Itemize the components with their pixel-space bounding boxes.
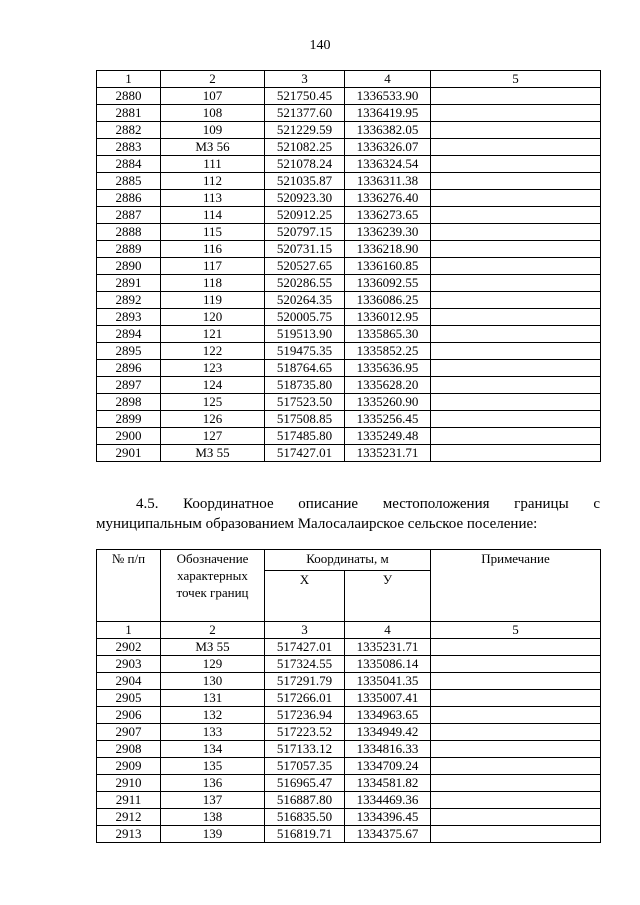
table-cell: 1336326.07	[345, 139, 431, 156]
table-cell: 133	[161, 724, 265, 741]
table-row	[97, 343, 601, 360]
table-cell: 2910	[97, 775, 161, 792]
table-cell	[431, 445, 601, 462]
column-number: 2	[161, 71, 265, 88]
table-cell: 1335636.95	[345, 360, 431, 377]
section-heading-line2: муниципальным образованием Малосалаирское сельское поселение:	[96, 516, 538, 532]
table-cell: 129	[161, 656, 265, 673]
column-number: 3	[265, 71, 345, 88]
table-cell: 123	[161, 360, 265, 377]
table-cell: 518735.80	[265, 377, 345, 394]
table-cell: 1334949.42	[345, 724, 431, 741]
header-y: У	[345, 571, 431, 622]
table-cell: 517523.50	[265, 394, 345, 411]
table-cell: 1335260.90	[345, 394, 431, 411]
table-cell: 2907	[97, 724, 161, 741]
table-cell: 520005.75	[265, 309, 345, 326]
table-row	[97, 428, 601, 445]
table-cell: 520731.15	[265, 241, 345, 258]
table-cell: 517223.52	[265, 724, 345, 741]
table-cell: 1334963.65	[345, 707, 431, 724]
table-cell: 130	[161, 673, 265, 690]
table-row	[97, 673, 601, 690]
table-cell	[431, 275, 601, 292]
table-cell	[431, 690, 601, 707]
table-row	[97, 792, 601, 809]
table-cell: 517427.01	[265, 445, 345, 462]
table-cell: 1335086.14	[345, 656, 431, 673]
table-cell	[431, 673, 601, 690]
table-cell	[431, 741, 601, 758]
table-cell: 521035.87	[265, 173, 345, 190]
table-cell: 1336092.55	[345, 275, 431, 292]
table-cell: 520527.65	[265, 258, 345, 275]
table-row	[97, 207, 601, 224]
table-cell: 1334816.33	[345, 741, 431, 758]
column-number: 5	[431, 71, 601, 88]
table-cell: 1336273.65	[345, 207, 431, 224]
table-row	[97, 639, 601, 656]
table-cell: МЗ 55	[161, 445, 265, 462]
table-cell: 118	[161, 275, 265, 292]
column-number: 5	[431, 622, 601, 639]
table-row	[97, 690, 601, 707]
table-cell: 521078.24	[265, 156, 345, 173]
table-cell: 2880	[97, 88, 161, 105]
header-coordinates: Координаты, м	[265, 550, 431, 571]
table-row	[97, 88, 601, 105]
table-cell: 517427.01	[265, 639, 345, 656]
table-row	[97, 224, 601, 241]
column-number-row	[97, 71, 601, 88]
table-row	[97, 445, 601, 462]
table-cell: 2904	[97, 673, 161, 690]
table-cell: 516887.80	[265, 792, 345, 809]
section-number: 4.5.	[136, 496, 159, 512]
table-cell: 2903	[97, 656, 161, 673]
table-cell: 2908	[97, 741, 161, 758]
table-cell: 1336533.90	[345, 88, 431, 105]
table-cell: 2897	[97, 377, 161, 394]
table-cell: 2891	[97, 275, 161, 292]
table-cell: 1335231.71	[345, 639, 431, 656]
table-cell: 520923.30	[265, 190, 345, 207]
table-cell: 2894	[97, 326, 161, 343]
table-row	[97, 173, 601, 190]
table-cell: 119	[161, 292, 265, 309]
heading-word: местоположения	[382, 496, 490, 512]
table-cell: 517324.55	[265, 656, 345, 673]
table-cell: 120	[161, 309, 265, 326]
table-cell: 1336012.95	[345, 309, 431, 326]
table-cell: 1334396.45	[345, 809, 431, 826]
table-cell: 116	[161, 241, 265, 258]
table-cell: 518764.65	[265, 360, 345, 377]
table-cell: 139	[161, 826, 265, 843]
table-cell: 1335007.41	[345, 690, 431, 707]
table-cell: 519513.90	[265, 326, 345, 343]
table-row	[97, 122, 601, 139]
table-row	[97, 326, 601, 343]
table-cell: 517133.12	[265, 741, 345, 758]
table-cell: 1334375.67	[345, 826, 431, 843]
table-cell: 117	[161, 258, 265, 275]
table-row	[97, 724, 601, 741]
table-cell: 520912.25	[265, 207, 345, 224]
table-cell: 138	[161, 809, 265, 826]
table-cell: 2883	[97, 139, 161, 156]
table-row	[97, 656, 601, 673]
coordinates-table-continued	[96, 70, 601, 462]
table-cell: 2912	[97, 809, 161, 826]
table-cell: 516835.50	[265, 809, 345, 826]
table-cell	[431, 258, 601, 275]
table-cell	[431, 360, 601, 377]
table-cell: 2898	[97, 394, 161, 411]
table-cell: 112	[161, 173, 265, 190]
table-cell: 520286.55	[265, 275, 345, 292]
table-row	[97, 309, 601, 326]
table-cell: 125	[161, 394, 265, 411]
column-number-row	[97, 622, 601, 639]
table-cell	[431, 173, 601, 190]
table-row	[97, 105, 601, 122]
table-cell: 2888	[97, 224, 161, 241]
table-cell	[431, 139, 601, 156]
table-cell: 1334581.82	[345, 775, 431, 792]
table-cell: 131	[161, 690, 265, 707]
column-number: 1	[97, 622, 161, 639]
table-cell: 521750.45	[265, 88, 345, 105]
table-cell: 2899	[97, 411, 161, 428]
table-cell: 115	[161, 224, 265, 241]
table-row	[97, 809, 601, 826]
table-cell	[431, 826, 601, 843]
table-cell	[431, 122, 601, 139]
table-cell: 517291.79	[265, 673, 345, 690]
header-x: X	[265, 571, 345, 622]
table-cell: 2913	[97, 826, 161, 843]
table-cell: 1336311.38	[345, 173, 431, 190]
table-cell: 517057.35	[265, 758, 345, 775]
section-heading-line1	[96, 494, 600, 514]
table-cell	[431, 724, 601, 741]
table-cell: 2889	[97, 241, 161, 258]
table-cell: 1336239.30	[345, 224, 431, 241]
table-row	[97, 156, 601, 173]
heading-word: с	[593, 496, 600, 512]
table-cell	[431, 190, 601, 207]
table-cell	[431, 309, 601, 326]
table-row	[97, 360, 601, 377]
table-cell	[431, 809, 601, 826]
table-cell: 2905	[97, 690, 161, 707]
table-cell: 1336419.95	[345, 105, 431, 122]
table-row	[97, 394, 601, 411]
table-cell	[431, 156, 601, 173]
table-cell: 2900	[97, 428, 161, 445]
header-row	[97, 550, 601, 571]
table-cell: 2895	[97, 343, 161, 360]
table-cell	[431, 105, 601, 122]
table-cell: 520797.15	[265, 224, 345, 241]
table-cell: 1335628.20	[345, 377, 431, 394]
table-cell: 2887	[97, 207, 161, 224]
table-cell: 1336086.25	[345, 292, 431, 309]
table-cell	[431, 775, 601, 792]
table-cell: 1336382.05	[345, 122, 431, 139]
table-cell: 122	[161, 343, 265, 360]
table-row	[97, 258, 601, 275]
table-cell	[431, 224, 601, 241]
table-cell: 127	[161, 428, 265, 445]
column-number: 3	[265, 622, 345, 639]
table-row	[97, 758, 601, 775]
table-cell: 521229.59	[265, 122, 345, 139]
table-cell: 1336276.40	[345, 190, 431, 207]
table-row	[97, 741, 601, 758]
table-cell: 1335865.30	[345, 326, 431, 343]
header-designation: Обозначение характерных точек границ	[161, 550, 265, 622]
table-cell: 2896	[97, 360, 161, 377]
header-num: № п/п	[97, 550, 161, 622]
table-cell: 134	[161, 741, 265, 758]
column-number: 4	[345, 622, 431, 639]
table-cell: 1335041.35	[345, 673, 431, 690]
table-cell	[431, 758, 601, 775]
table-cell: 121	[161, 326, 265, 343]
table-cell: 114	[161, 207, 265, 224]
table-cell	[431, 792, 601, 809]
table-cell	[431, 656, 601, 673]
table-cell: 1335256.45	[345, 411, 431, 428]
table-cell: 113	[161, 190, 265, 207]
column-number: 4	[345, 71, 431, 88]
table-row	[97, 241, 601, 258]
table-cell: 517236.94	[265, 707, 345, 724]
table-row	[97, 275, 601, 292]
table-cell: 1334469.36	[345, 792, 431, 809]
table-row	[97, 190, 601, 207]
table-cell: 1335231.71	[345, 445, 431, 462]
table-cell: 135	[161, 758, 265, 775]
table-cell	[431, 326, 601, 343]
table-cell: 2890	[97, 258, 161, 275]
table-cell: 2886	[97, 190, 161, 207]
table-cell	[431, 88, 601, 105]
table-cell: 109	[161, 122, 265, 139]
table-row	[97, 139, 601, 156]
table-cell: 107	[161, 88, 265, 105]
table-cell	[431, 411, 601, 428]
heading-word: описание	[298, 496, 359, 512]
table-cell: 521377.60	[265, 105, 345, 122]
table-cell: 2902	[97, 639, 161, 656]
table-cell: 519475.35	[265, 343, 345, 360]
table-cell: 2892	[97, 292, 161, 309]
table-row	[97, 775, 601, 792]
heading-word: Координатное	[183, 496, 274, 512]
table-cell: 108	[161, 105, 265, 122]
table-row	[97, 826, 601, 843]
table-cell	[431, 428, 601, 445]
table-cell	[431, 394, 601, 411]
table-cell: 2901	[97, 445, 161, 462]
header-note: Примечание	[431, 550, 601, 622]
table-cell: 2906	[97, 707, 161, 724]
table-cell: МЗ 55	[161, 639, 265, 656]
table-cell: 111	[161, 156, 265, 173]
table-cell: 1336324.54	[345, 156, 431, 173]
table-cell: 1335852.25	[345, 343, 431, 360]
table-cell: 1336160.85	[345, 258, 431, 275]
table-cell: 2885	[97, 173, 161, 190]
table-cell: 517485.80	[265, 428, 345, 445]
table-cell: 1335249.48	[345, 428, 431, 445]
table-cell: 2884	[97, 156, 161, 173]
table-row	[97, 411, 601, 428]
table-cell: 132	[161, 707, 265, 724]
table-cell: 137	[161, 792, 265, 809]
table-row	[97, 377, 601, 394]
table-row	[97, 707, 601, 724]
page-number: 140	[309, 38, 331, 53]
column-number: 1	[97, 71, 161, 88]
table-cell: 2911	[97, 792, 161, 809]
table-cell	[431, 241, 601, 258]
coordinates-table	[96, 549, 601, 843]
section-heading	[96, 494, 600, 534]
table-cell: 124	[161, 377, 265, 394]
table-cell: МЗ 56	[161, 139, 265, 156]
table-cell: 126	[161, 411, 265, 428]
table-cell: 1336218.90	[345, 241, 431, 258]
table-cell	[431, 292, 601, 309]
table-cell	[431, 639, 601, 656]
table-cell: 2882	[97, 122, 161, 139]
column-number: 2	[161, 622, 265, 639]
table-cell	[431, 377, 601, 394]
table-cell: 517266.01	[265, 690, 345, 707]
table-row	[97, 292, 601, 309]
table-cell: 1334709.24	[345, 758, 431, 775]
table-cell: 2909	[97, 758, 161, 775]
table-cell	[431, 343, 601, 360]
table-cell	[431, 207, 601, 224]
table-cell: 2893	[97, 309, 161, 326]
table-cell: 516819.71	[265, 826, 345, 843]
table-cell: 517508.85	[265, 411, 345, 428]
heading-word: границы	[514, 496, 569, 512]
table-cell: 521082.25	[265, 139, 345, 156]
table-cell	[431, 707, 601, 724]
table-cell: 516965.47	[265, 775, 345, 792]
table-cell: 136	[161, 775, 265, 792]
table-cell: 520264.35	[265, 292, 345, 309]
table-cell: 2881	[97, 105, 161, 122]
